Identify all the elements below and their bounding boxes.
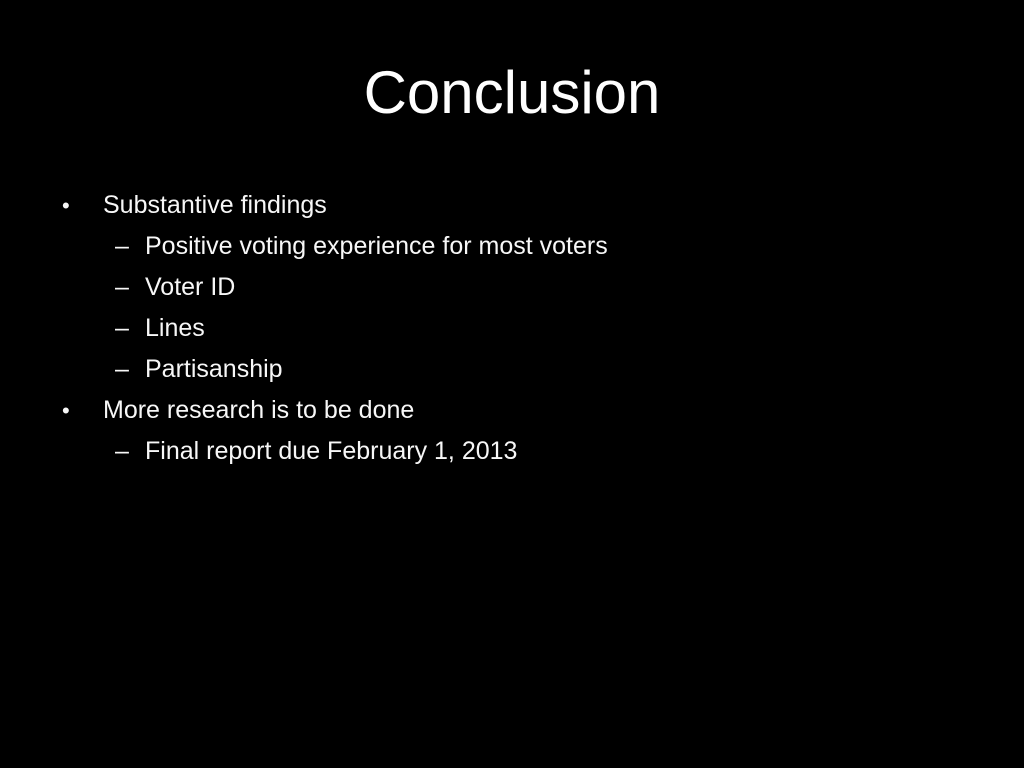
list-item: [0, 308, 1024, 349]
list-item: [0, 390, 1024, 431]
list-item: [0, 431, 1024, 472]
list-item-text: Final report due February 1, 2013: [145, 437, 518, 465]
dash-icon: –: [115, 355, 129, 383]
bullet-icon: •: [62, 398, 70, 423]
list-item: [0, 349, 1024, 390]
list-item-text: Partisanship: [145, 355, 283, 383]
bullet-list: [0, 185, 1024, 472]
list-item-text: More research is to be done: [103, 396, 415, 424]
list-item-text: Substantive findings: [103, 191, 327, 219]
list-item-text: Lines: [145, 314, 205, 342]
list-item: [0, 267, 1024, 308]
list-item: [0, 185, 1024, 226]
dash-icon: –: [115, 232, 129, 260]
dash-icon: –: [115, 273, 129, 301]
dash-icon: –: [115, 314, 129, 342]
bullet-icon: •: [62, 193, 70, 218]
list-item-text: Positive voting experience for most voters: [145, 232, 608, 260]
list-item-text: Voter ID: [145, 273, 236, 301]
dash-icon: –: [115, 437, 129, 465]
slide-title: Conclusion: [363, 59, 661, 126]
list-item: [0, 226, 1024, 267]
